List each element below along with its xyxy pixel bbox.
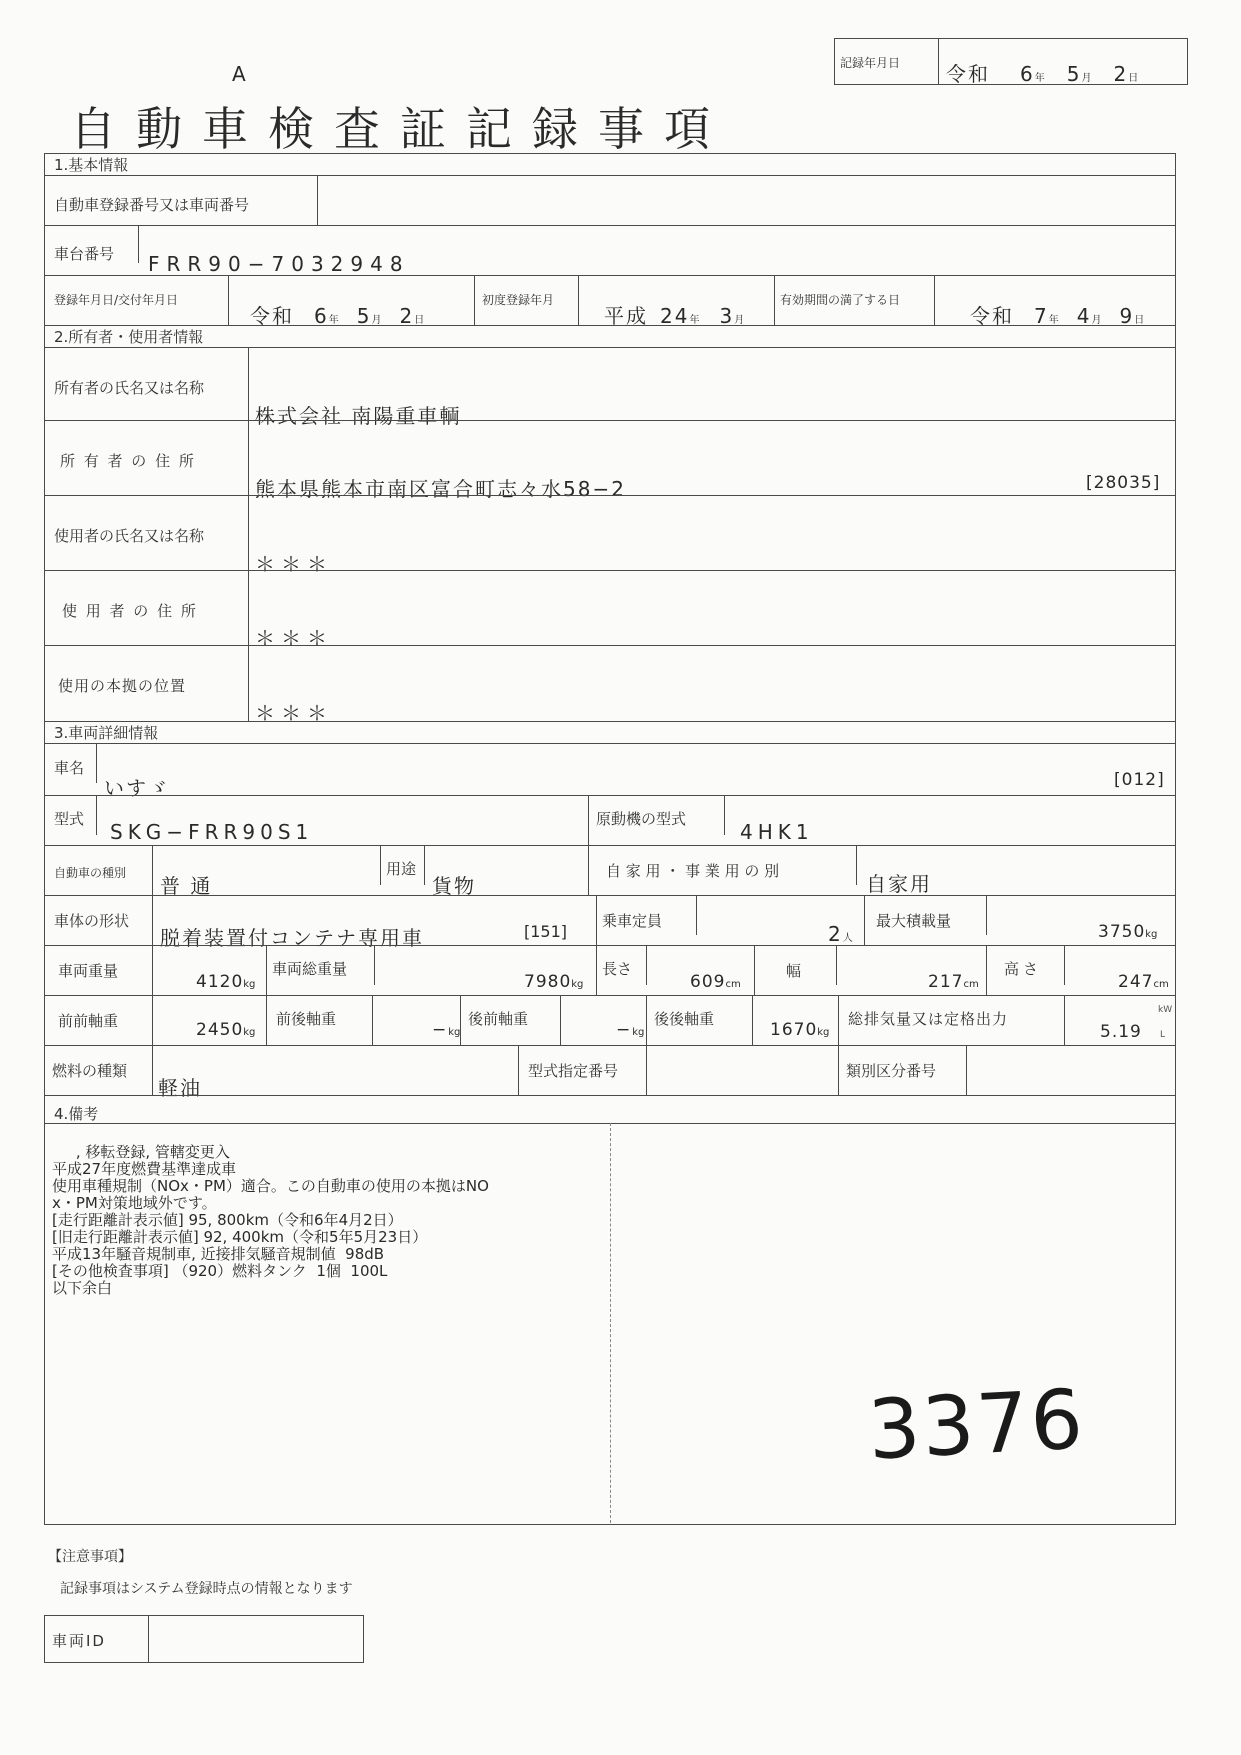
height-label: 高さ (1004, 960, 1043, 978)
record-date-label: 記録年月日 (840, 56, 901, 70)
vehicle-weight-value: 4120kg (196, 972, 256, 992)
capacity-label: 乗車定員 (602, 912, 663, 930)
displacement-unit-l: L (1160, 1030, 1166, 1040)
maker-code: [012] (1114, 770, 1165, 790)
vehicle-kind-value: 普 通 (160, 874, 213, 898)
chassis-number-value: FRR90−7032948 (148, 252, 410, 276)
vehicle-weight-label: 車両重量 (58, 962, 119, 980)
registration-date-label: 登録年月日/交付年月日 (54, 293, 179, 307)
user-name-label: 使用者の氏名又は名称 (54, 527, 205, 545)
body-shape-value: 脱着装置付コンテナ専用車 (160, 926, 424, 950)
remarks-line: [その他検査事項] （920）燃料タンク 1個 100L (52, 1262, 388, 1280)
base-location-label: 使用の本拠の位置 (58, 677, 187, 695)
first-registration-label: 初度登録年月 (482, 293, 555, 307)
registration-date-value: 令和 6年 5月 2日 (250, 304, 425, 328)
notes-header: 【注意事項】 (48, 1549, 132, 1565)
remarks-line: 平成13年騒音規制車, 近接排気騒音規制値 98dB (52, 1245, 385, 1263)
rear-rear-axle-value: 1670kg (770, 1020, 830, 1040)
gross-weight-label: 車両総重量 (272, 960, 348, 978)
max-load-value: 3750kg (1098, 922, 1158, 942)
maker-label: 車名 (54, 759, 85, 777)
owner-name-value: 株式会社 南陽重車輌 (255, 404, 462, 428)
rear-rear-axle-label: 後後軸重 (654, 1010, 715, 1028)
chassis-number-label: 車台番号 (54, 245, 115, 263)
displacement-label: 総排気量又は定格出力 (848, 1010, 1009, 1028)
corner-mark: A (232, 62, 246, 86)
fuel-type-label: 燃料の種類 (52, 1062, 128, 1080)
body-shape-label: 車体の形状 (54, 912, 130, 930)
user-name-value: ＊＊＊ (255, 552, 333, 576)
fuel-type-value: 軽油 (158, 1076, 202, 1100)
remarks-text (52, 1127, 489, 1314)
expiry-date-label: 有効期間の満了する日 (780, 293, 901, 307)
model-label: 型式 (54, 810, 85, 828)
handwritten-number: 3376 (865, 1372, 1088, 1479)
max-load-label: 最大積載量 (876, 912, 952, 930)
owner-address-label: 所 有 者 の 住 所 (60, 452, 196, 470)
displacement-value: 5.19 (1100, 1022, 1142, 1042)
model-value: SKG−FRR90S1 (110, 820, 314, 844)
first-registration-value: 平成 24年 3月 (604, 304, 745, 328)
maker-value: いすゞ (104, 776, 170, 800)
length-label: 長さ (602, 960, 633, 978)
vehicle-kind-label: 自動車の種別 (54, 866, 127, 880)
private-business-label: 自 家 用 ・ 事 業 用 の 別 (606, 862, 780, 880)
width-value: 217cm (928, 972, 979, 992)
owner-address-value: 熊本県熊本市南区富合町志々水58−2 (255, 477, 626, 501)
registration-number-label: 自動車登録番号又は車両番号 (54, 196, 250, 214)
front-rear-axle-value: −kg (432, 1020, 461, 1040)
type-designation-label: 型式指定番号 (528, 1062, 619, 1080)
vehicle-id-label: 車両ID (52, 1632, 106, 1650)
private-business-value: 自家用 (866, 872, 932, 896)
document-title: 自動車検査証記録事項 (70, 102, 730, 156)
owner-address-code: [28035] (1086, 473, 1161, 493)
displacement-unit-kw: kW (1158, 1005, 1173, 1015)
gross-weight-value: 7980kg (524, 972, 584, 992)
capacity-value: 2人 (828, 922, 853, 946)
rear-front-axle-label: 後前軸重 (468, 1010, 529, 1028)
length-value: 609cm (690, 972, 741, 992)
remarks-line: , 移転登録, 管轄変更入 (52, 1143, 230, 1161)
section-2-header: 2.所有者・使用者情報 (54, 328, 204, 346)
rear-front-axle-value: −kg (616, 1020, 645, 1040)
remarks-line: [走行距離計表示値] 95, 800km（令和6年4月2日） (52, 1211, 403, 1229)
remarks-line: 使用車種規制（NOx・PM）適合。この自動車の使用の本拠はNO (52, 1177, 489, 1195)
engine-model-value: 4HK1 (740, 820, 814, 844)
owner-name-label: 所有者の氏名又は名称 (54, 379, 205, 397)
width-label: 幅 (786, 962, 802, 980)
front-rear-axle-label: 前後軸重 (276, 1010, 337, 1028)
use-value: 貨物 (432, 874, 476, 898)
remarks-line: 平成27年度燃費基準達成車 (52, 1160, 237, 1178)
front-front-axle-label: 前前軸重 (58, 1012, 119, 1030)
body-shape-code: [151] (524, 922, 568, 941)
section-1-header: 1.基本情報 (54, 156, 129, 174)
use-label: 用途 (386, 860, 417, 878)
record-date-value: 令和 6年 5月 2日 (946, 62, 1139, 86)
section-4-header: 4.備考 (54, 1105, 99, 1123)
user-address-value: ＊＊＊ (255, 626, 333, 650)
class-number-label: 類別区分番号 (846, 1062, 937, 1080)
user-address-label: 使 用 者 の 住 所 (62, 602, 198, 620)
engine-model-label: 原動機の型式 (596, 810, 687, 828)
remarks-line: [旧走行距離計表示値] 92, 400km（令和5年5月23日） (52, 1228, 428, 1246)
height-value: 247cm (1118, 972, 1169, 992)
section-3-header: 3.車両詳細情報 (54, 724, 159, 742)
remarks-line: 以下余白 (52, 1279, 113, 1297)
expiry-date-value: 令和 7年 4月 9日 (970, 304, 1145, 328)
remarks-line: x・PM対策地域外です。 (52, 1194, 217, 1212)
base-location-value: ＊＊＊ (255, 701, 333, 725)
notes-text: 記録事項はシステム登録時点の情報となります (60, 1581, 353, 1597)
front-front-axle-value: 2450kg (196, 1020, 256, 1040)
